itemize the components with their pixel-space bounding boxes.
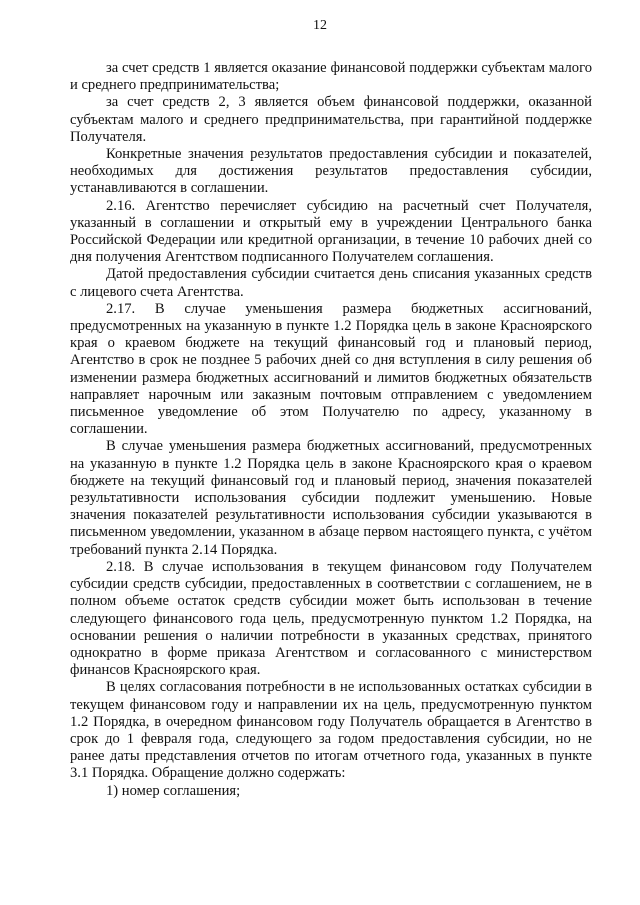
paragraph-funds-2-3: за счет средств 2, 3 является объем финансовой поддержки, оказанной субъектам малого и среднего предпринимательства, при гарантийной поддержке Получателя.	[70, 94, 592, 145]
page-number: 12	[313, 18, 327, 33]
paragraph-date-of-provision: Датой предоставления субсидии считается день списания указанных средств с лицевого счета Агентства.	[70, 266, 592, 300]
paragraph-funds-1: за счет средств 1 является оказание финансовой поддержки субъектам малого и среднего предпринимательства;	[70, 60, 592, 94]
paragraph-list-item-1: 1) номер соглашения;	[106, 782, 241, 799]
paragraph-2-18: 2.18. В случае использования в текущем финансовом году Получателем субсидии средств субсидии, предоставленных в соответствии с соглашением, не в полном объеме остаток средств субсидии может быть использован в течение следующего финансового года цель, предусмотренную пунктом 1.2 Порядка, на основании решения о наличии потребности в указанных средствах, принятого однократно в форме приказа Агентством и согласованного с министерством финансов Красноярского края.	[70, 558, 592, 679]
paragraph-2-17: 2.17. В случае уменьшения размера бюджетных ассигнований, предусмотренных на указанную в пункте 1.2 Порядка цель в законе Красноярского края о краевом бюджете на текущий финансовый год и плановый период, Агентство в срок не позднее 5 рабочих дней со дня вступления в силу решения об изменении размера бюджетных ассигнований и лимитов бюджетных обязательств направляет нарочным или заказным почтовым отправлением с уведомлением письменное уведомление об этом Получателю по адресу, указанному в соглашении.	[70, 300, 592, 438]
paragraph-result-values: Конкретные значения результатов предоставления субсидии и показателей, необходимых для достижения результатов предоставления субсидии, устанавливаются в соглашении.	[70, 146, 592, 197]
document-body	[70, 60, 592, 800]
paragraph-2-17-reduction: В случае уменьшения размера бюджетных ассигнований, предусмотренных на указанную в пункте 1.2 Порядка цель в законе Красноярского края о краевом бюджете на текущий финансовый год и плановый период, значения показателей результативности использования субсидии подлежит уменьшению. Новые значения показателей результативности использования субсидии указываются в письменном уведомлении, указанном в абзаце первом настоящего пункта, с учётом требований пункта 2.14 Порядка.	[70, 438, 592, 558]
paragraph-2-18-approval: В целях согласования потребности в не использованных остатках субсидии в текущем финансовом году и направлении их на цель, предусмотренную пунктом 1.2 Порядка, в очередном финансовом году Получатель обращается в Агентство в срок до 1 февраля года, следующего за годом предоставления субсидии, но не ранее даты представления отчетов по итогам отчетного года, указанных в пункте 3.1 Порядка. Обращение должно содержать:	[70, 679, 592, 782]
paragraph-2-16: 2.16. Агентство перечисляет субсидию на расчетный счет Получателя, указанный в соглашении и открытый ему в учреждении Центрального банка Российской Федерации или кредитной организации, в течение 10 рабочих дней со дня получения Агентством подписанного Получателем соглашения.	[70, 197, 592, 266]
